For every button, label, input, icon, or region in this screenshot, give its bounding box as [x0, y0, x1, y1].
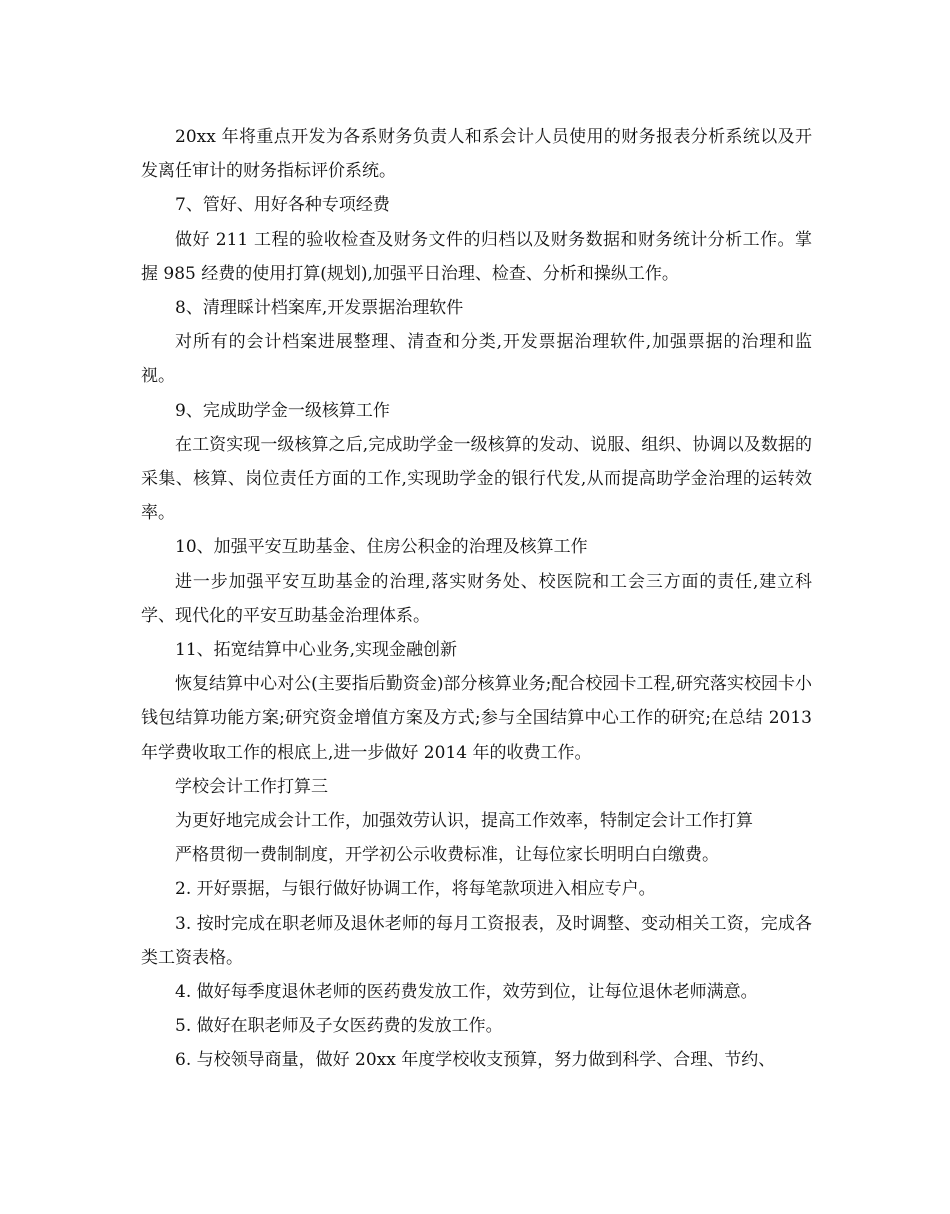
- section-intro: 为更好地完成会计工作，加强效劳认识，提高工作效率，特制定会计工作打算: [175, 811, 753, 832]
- plan-item-2: 2. 开好票据，与银行做好协调工作，将每笔款项进入相应专户。: [175, 879, 656, 900]
- paragraph-item-10: 进一步加强平安互助基金的治理,落实财务处、校医院和工会三方面的责任,建立科学、现代化的平安互助基金治理体系。: [141, 571, 812, 626]
- plan-item-5: 5. 做好在职老师及子女医药费的发放工作。: [175, 1016, 503, 1037]
- heading-item-9: 9、完成助学金一级核算工作: [175, 400, 390, 421]
- heading-item-10: 10、加强平安互助基金、住房公积金的治理及核算工作: [175, 537, 588, 558]
- heading-item-7: 7、管好、用好各种专项经费: [175, 195, 390, 216]
- plan-item-6: 6. 与校领导商量，做好 20xx 年度学校收支预算，努力做到科学、合理、节约、: [175, 1050, 776, 1071]
- section-title: 学校会计工作打算三: [175, 776, 328, 797]
- heading-item-11: 11、拓宽结算中心业务,实现金融创新: [175, 640, 458, 661]
- paragraph-item-8: 对所有的会计档案进展整理、清查和分类,开发票据治理软件,加强票据的治理和监视。: [141, 332, 812, 387]
- paragraph-item-7: 做好 211 工程的验收检查及财务文件的归档以及财务数据和财务统计分析工作。掌握 985 经费的使用打算(规划),加强平日治理、检查、分析和操纵工作。: [141, 229, 812, 284]
- plan-item-3: 3. 按时完成在职老师及退休老师的每月工资报表，及时调整、变动相关工资，完成各类工资表格。: [141, 913, 812, 968]
- plan-item-1: 严格贯彻一费制制度，开学初公示收费标准，让每位家长明明白白缴费。: [175, 845, 719, 866]
- paragraph-item-9: 在工资实现一级核算之后,完成助学金一级核算的发动、说服、组织、协调以及数据的采集、核算、岗位责任方面的工作,实现助学金的银行代发,从而提高助学金治理的运转效率。: [141, 434, 812, 524]
- document-body: [141, 120, 812, 1078]
- heading-item-8: 8、清理睬计档案库,开发票据治理软件: [175, 298, 464, 319]
- paragraph-1: 20xx 年将重点开发为各系财务负责人和系会计人员使用的财务报表分析系统以及开发离任审计的财务指标评价系统。: [141, 127, 812, 182]
- plan-item-4: 4. 做好每季度退休老师的医药费发放工作，效劳到位，让每位退休老师满意。: [175, 982, 758, 1003]
- paragraph-item-11: 恢复结算中心对公(主要指后勤资金)部分核算业务;配合校园卡工程,研究落实校园卡小钱包结算功能方案;研究资金增值方案及方式;参与全国结算中心工作的研究;在总结 2013 年学费收取工作的根底上,进一步做好 2014 年的收费工作。: [141, 674, 812, 763]
